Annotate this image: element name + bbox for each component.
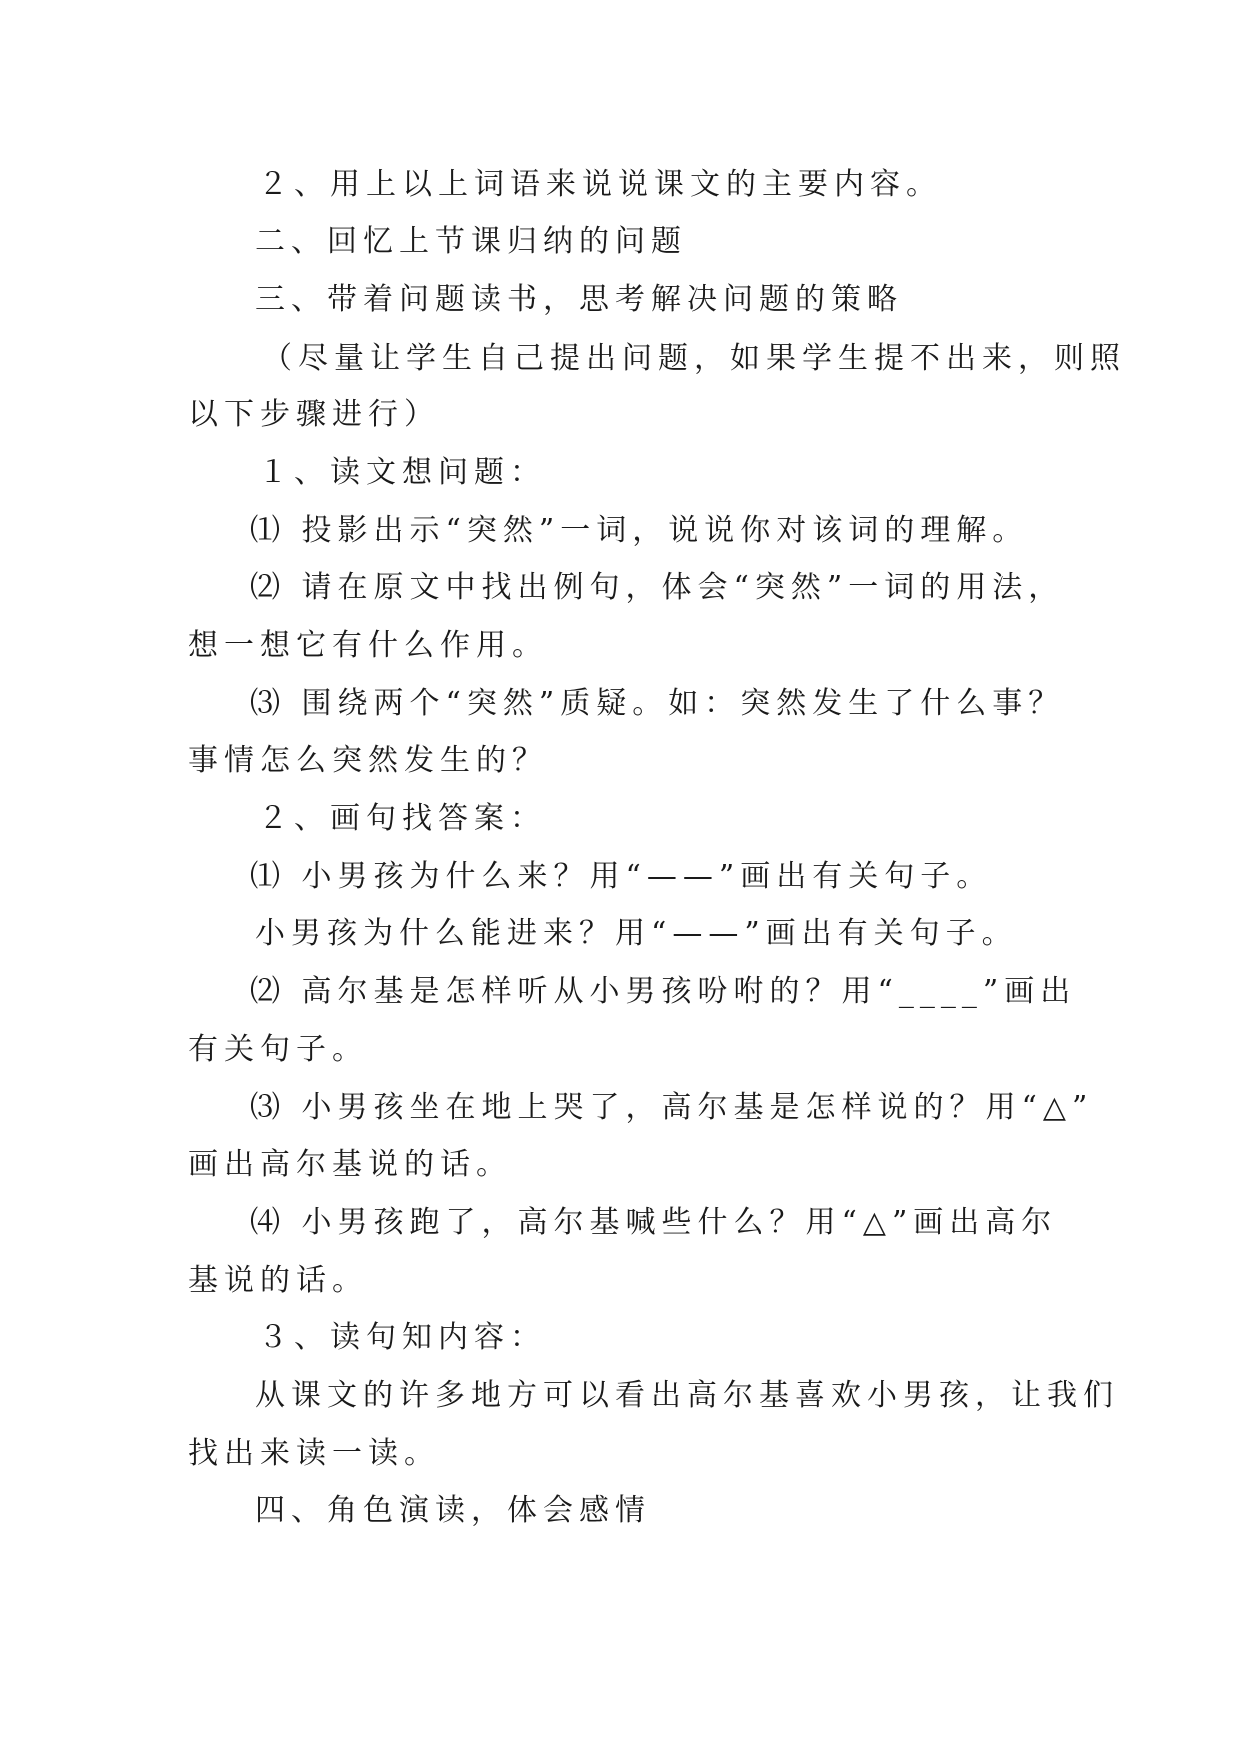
subsection-heading: ２、画句找答案： (258, 801, 546, 836)
text-line: 画出高尔基说的话。 (188, 1147, 512, 1182)
list-item: ⑶ 小男孩坐在地上哭了，高尔基是怎样说的？用“△” (250, 1090, 1094, 1125)
text-line: 以下步骤进行） (188, 397, 440, 432)
text-line: 有关句子。 (188, 1032, 368, 1067)
subsection-heading: ３、读句知内容： (258, 1320, 546, 1355)
list-item: ⑷ 小男孩跑了，高尔基喊些什么？用“△”画出高尔 (250, 1205, 1058, 1240)
list-item: ⑴ 小男孩为什么来？用“——”画出有关句子。 (250, 859, 993, 894)
subsection-heading: １、读文想问题： (258, 455, 546, 490)
text-line: 基说的话。 (188, 1263, 368, 1298)
text-line: 事情怎么突然发生的？ (188, 743, 548, 778)
list-item: ⑵ 高尔基是怎样听从小男孩吩咐的？用“____”画出 (250, 974, 1077, 1009)
text-line: 从课文的许多地方可以看出高尔基喜欢小男孩，让我们 (255, 1378, 1119, 1413)
text-line: ２、用上以上词语来说说课文的主要内容。 (258, 167, 942, 202)
text-line: 想一想它有什么作用。 (188, 628, 548, 663)
list-item: ⑶ 围绕两个“突然”质疑。如：突然发生了什么事？ (250, 686, 1065, 721)
section-heading: 四、角色演读，体会感情 (255, 1493, 651, 1528)
list-item: ⑴ 投影出示“突然”一词，说说你对该词的理解。 (250, 513, 1029, 548)
list-item: ⑵ 请在原文中找出例句，体会“突然”一词的用法， (250, 570, 1065, 605)
text-line: （尽量让学生自己提出问题，如果学生提不出来，则照 (262, 341, 1126, 376)
section-heading: 三、带着问题读书，思考解决问题的策略 (255, 282, 903, 317)
text-line: 小男孩为什么能进来？用“——”画出有关句子。 (255, 916, 1018, 951)
text-line: 找出来读一读。 (188, 1436, 440, 1471)
section-heading: 二、回忆上节课归纳的问题 (255, 224, 687, 259)
